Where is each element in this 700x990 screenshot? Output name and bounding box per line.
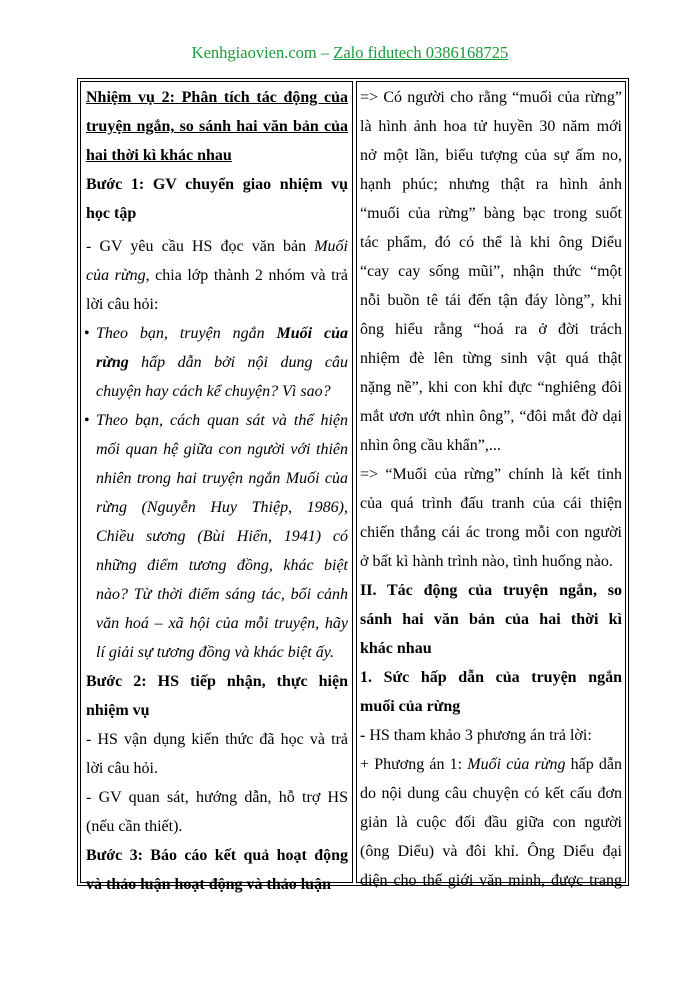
analysis-line: “muối của rừng” bàng bạc trong suốt (360, 205, 622, 222)
analysis-line: => Có người cho rằng “muối của rừng” (360, 89, 622, 106)
question-1: • Theo bạn, truyện ngắn Muối của rừng hấp dẫn bởi nội dung câu chuyện hay cách kể chuyện? Vì sao? (86, 319, 348, 406)
analysis-line: nở một lần, biểu tượng của sự ấm no, (360, 147, 622, 164)
option-1: giản là cuộc đối đầu giữa con người (360, 814, 622, 831)
conclusion-line: => “Muối của rừng” chính là kết tinh (360, 466, 622, 483)
site-name: Kenhgiaovien.com (191, 43, 317, 62)
analysis-line: tác phẩm, đó có thể là khi ông Diểu (360, 234, 622, 251)
student-task: lời câu hỏi. (86, 760, 158, 777)
student-task: - HS vận dụng kiến thức đã học và trả (86, 731, 348, 748)
page-header (0, 43, 700, 63)
analysis-line: ông hiểu rằng “hoá ra ở đời trách (360, 321, 622, 338)
analysis-line: là hình ảnh hoa tử huyền 30 năm mới (360, 118, 622, 135)
right-column (360, 83, 622, 895)
option-1: + Phương án 1: Muối của rừng hấp dẫn (360, 756, 622, 773)
step-3-heading: Bước 3: Báo cáo kết quả hoạt động (86, 847, 348, 864)
teacher-support: - GV quan sát, hướng dẫn, hỗ trợ HS (86, 789, 348, 806)
teacher-request: của rừng, chia lớp thành 2 nhóm và trả (86, 267, 348, 284)
analysis-line: nhiệm đè lên từng sinh vật quá thật (360, 350, 622, 367)
section-heading: II. Tác động của truyện ngắn, so (360, 582, 622, 599)
analysis-line: hạnh phúc; nhưng thật ra hình ảnh (360, 176, 622, 193)
teacher-request: lời câu hỏi: (86, 296, 159, 313)
conclusion-line: của quá trình đấu tranh của cái thiện (360, 495, 622, 512)
teacher-request: - GV yêu cầu HS đọc văn bản Muối (86, 238, 348, 255)
task-title: truyện ngắn, so sánh hai văn bản của (86, 118, 348, 135)
step-2-heading: Bước 2: HS tiếp nhận, thực hiện (86, 673, 348, 690)
left-column (86, 83, 348, 899)
step-1-heading: học tập (86, 205, 137, 222)
option-1: (ông Diểu) và đôi khỉ. Ông Diểu đại (360, 843, 622, 860)
analysis-line: nhìn ông cầu khẩn”,... (360, 437, 501, 454)
contact-link[interactable]: Zalo fidutech 0386168725 (333, 43, 509, 62)
step-3-heading: và thảo luận hoạt động và thảo luận (86, 876, 331, 893)
section-heading: khác nhau (360, 640, 432, 657)
task-title: hai thời kì khác nhau (86, 147, 232, 164)
option-1: diện cho thế giới văn minh, được trang (360, 872, 622, 889)
step-1-heading: Bước 1: GV chuyển giao nhiệm vụ (86, 176, 348, 193)
analysis-line: nỗi buồn tê tái đến tận đáy lòng”, khi (360, 292, 622, 309)
header-separator: – (320, 43, 330, 62)
teacher-support: (nếu cần thiết). (86, 818, 183, 835)
question-2: • Theo bạn, cách quan sát và thể hiện mối quan hệ giữa con người với thiên nhiên trong hai truyện ngắn Muối của rừng (Nguyễn Huy Thiệp, 1986), Chiều sương (Bùi Hiển, 1941) có những điểm tương đồng, khác biệt nào? Từ thời điểm sáng tác, bối cảnh văn hoá – xã hội của mỗi truyện, hãy lí giải sự tương đồng và khác biệt ấy. (86, 406, 348, 667)
analysis-line: nặng nề”, khi con khỉ đực “nghiêng đôi (360, 379, 622, 396)
subsection-heading: muối của rừng (360, 698, 461, 715)
task-title: Nhiệm vụ 2: Phân tích tác động của (86, 89, 348, 106)
section-heading: sánh hai văn bản của hai thời kì (360, 611, 622, 628)
step-2-heading: nhiệm vụ (86, 702, 150, 719)
analysis-line: “cay cay sống mũi”, nhận thức “một (360, 263, 622, 280)
conclusion-line: chiến thắng cái ác trong mỗi con người (360, 524, 622, 541)
lesson-table (77, 78, 629, 893)
option-1: do nội dung câu chuyện có kết cấu đơn (360, 785, 622, 802)
conclusion-line: ở bất kì hành trình nào, tình huống nào. (360, 553, 613, 570)
reference-intro: - HS tham khảo 3 phương án trả lời: (360, 727, 592, 744)
analysis-line: mắt ươn ướt nhìn ông”, “đôi mắt đờ dại (360, 408, 622, 425)
subsection-heading: 1. Sức hấp dẫn của truyện ngắn (360, 669, 622, 686)
